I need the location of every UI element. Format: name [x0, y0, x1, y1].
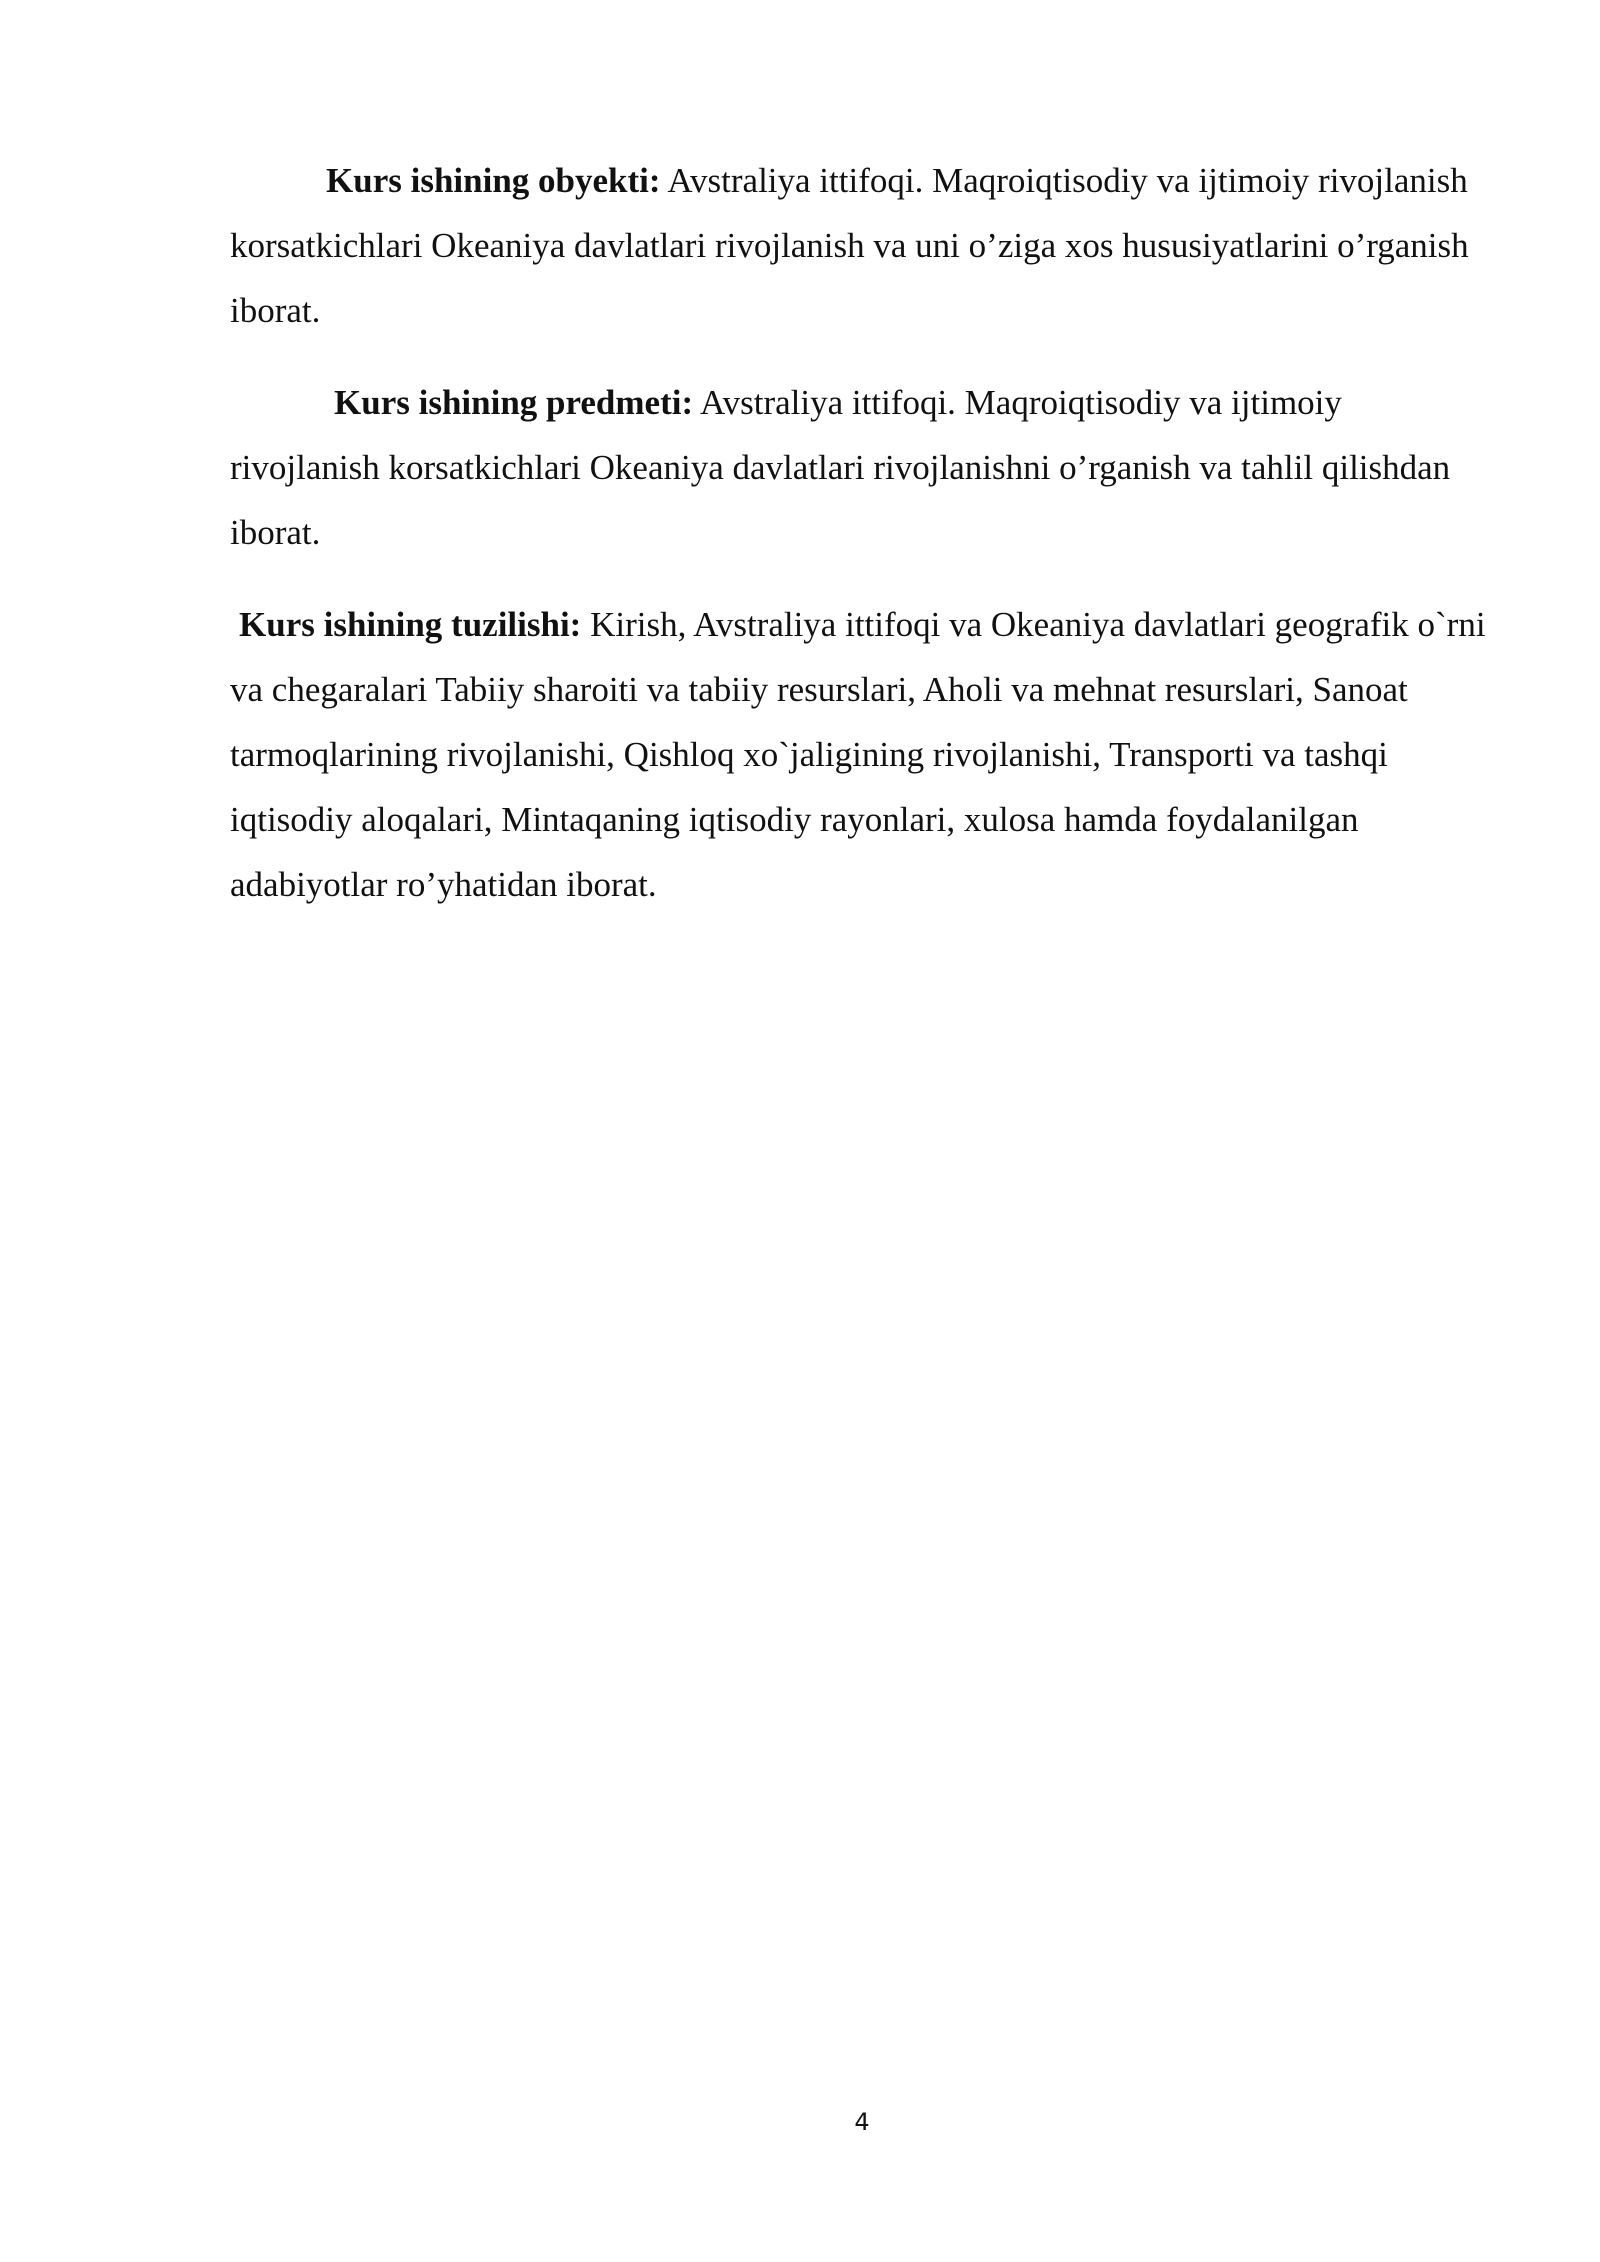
paragraph-structure — [230, 592, 1490, 917]
paragraph-object-text: Avstraliya ittifoqi. Maqroiqtisodiy va ijtimoiy rivojlanish korsatkichlari Okeaniya davlatlari rivojlanish va uni o’ziga xos hususiyatlarini o’rganish iborat. — [230, 161, 1469, 330]
paragraph-subject — [230, 370, 1490, 565]
paragraph-subject-heading: Kurs ishining predmeti: — [334, 383, 694, 422]
document-body — [230, 148, 1490, 944]
paragraph-structure-text: Kirish, Avstraliya ittifoqi va Okeaniya davlatlari geografik o`rni va chegaralari Tabiiy sharoiti va tabiiy resurslari, Aholi va mehnat resurslari, Sanoat tarmoqlarining rivojlanishi, Qishloq xo`jaligining rivojlanishi, Transporti va tashqi iqtisodiy aloqalari, Mintaqaning iqtisodiy rayonlari, xulosa hamda foydalanilgan adabiyotlar ro’yhatidan iborat. — [230, 605, 1486, 904]
paragraph-structure-heading: Kurs ishining tuzilishi: — [239, 605, 582, 644]
paragraph-object-heading: Kurs ishining obyekti: — [326, 161, 661, 200]
page-number: 4 — [854, 2108, 870, 2136]
paragraph-object — [230, 148, 1490, 343]
paragraph-subject-text: Avstraliya ittifoqi. Maqroiqtisodiy va ijtimoiy rivojlanish korsatkichlari Okeaniya davlatlari rivojlanishni o’rganish va tahlil qilishdan iborat. — [230, 383, 1451, 552]
